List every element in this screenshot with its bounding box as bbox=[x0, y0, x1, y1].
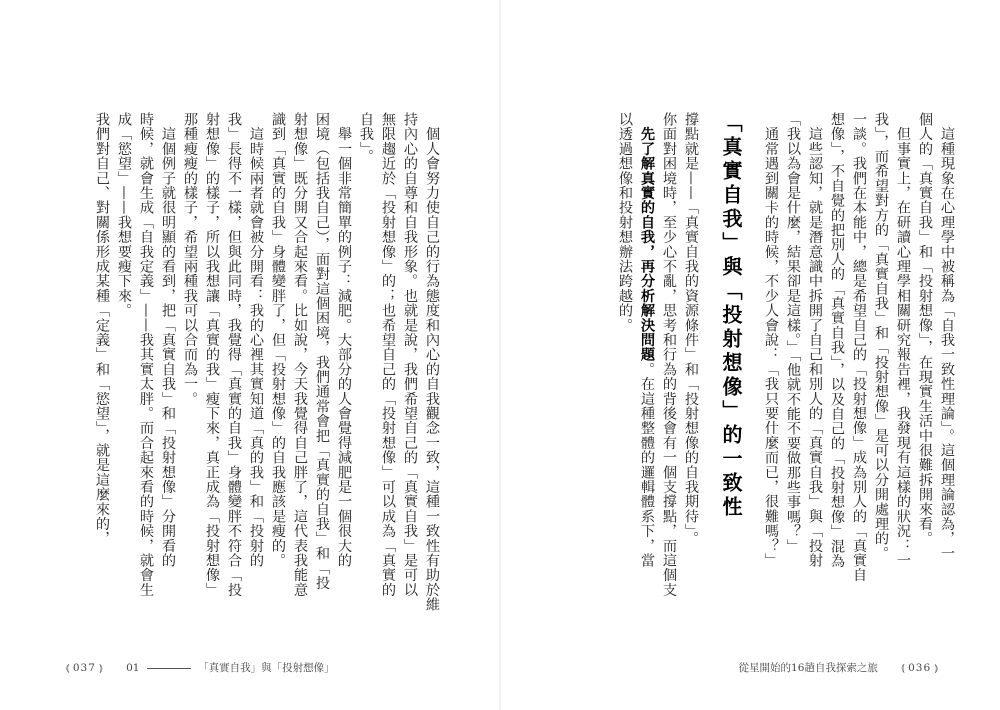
ornament-icon: ⦅ bbox=[901, 662, 905, 674]
ornament-icon: ⦅ bbox=[66, 662, 70, 674]
text-column: 個人的「真實自我」和「投射想像」，在現實生活中很難拆開來看。 bbox=[917, 112, 933, 546]
page-number: 036 bbox=[908, 662, 932, 674]
text-column: 這時候兩者就會被分開看：我的心裡其實知道「真的我」和「投射的 bbox=[248, 112, 264, 568]
ornament-icon: ⦆ bbox=[934, 662, 938, 674]
text-column: 射想像」的樣子，所以我想讓「真實的我」瘦下來，真正成為「投射想像」 bbox=[204, 112, 220, 598]
right-page-body bbox=[542, 112, 958, 612]
text-column: 那種瘦瘦的樣子，希望兩種我可以合而為一。 bbox=[182, 112, 198, 406]
text-column: 無限趨近於「投射想像」的；也希望自己的「投射想像」可以成為「真實的 bbox=[380, 112, 396, 598]
text-column: 成「慾望」——我想要瘦下來。 bbox=[116, 112, 132, 318]
chapter-number: 01 bbox=[126, 662, 140, 674]
text-column: 時候，就會生成「自我定義」——我其實太胖。而合起來看的時候，就會生 bbox=[138, 112, 154, 598]
text-column: 但事實上，在研讀心理學相關研究報告裡，我發現有這樣的狀況：一 bbox=[895, 112, 911, 568]
text-column: 識到「真實的自我」身體變胖了，但「投射想像」的自我應該是瘦的。 bbox=[270, 112, 286, 568]
chapter-rule bbox=[147, 668, 191, 669]
book-title: 從星開始的16趟自我探索之旅 bbox=[738, 662, 878, 674]
text-column: 我們對自己、對關係形成某種「定義」和「慾望」，就是這麼來的， bbox=[94, 112, 110, 546]
text-column: 以透過想像和投射想辦法跨越的。 bbox=[617, 112, 633, 333]
page-number: 037 bbox=[72, 662, 96, 674]
text-column: 一談。我們在本能中，總是希望自己的「投射想像」成為別人的「真實自 bbox=[851, 112, 867, 583]
text-column: 困境（包括我自己），面對這個困境，我們通常會把「真實的自我」和「投 bbox=[314, 112, 330, 590]
left-page-footer bbox=[66, 660, 335, 675]
text-column: 這些認知，就是潛意識中拆開了自己和別人的「真實自我」與「投射 bbox=[807, 112, 823, 568]
text-column: 個人會努力使自己的行為態度和內心的自我觀念一致，這種一致性有助於維 bbox=[424, 112, 440, 612]
text-column: 我」，而希望對方的「真實自我」和「投射想像」是可以分開處理的。 bbox=[873, 112, 889, 561]
text-column: 「我以為會是什麼，結果卻是這樣。」「他就不能不要做那些事嗎？」 bbox=[785, 112, 801, 554]
text-column: 射想像」既分開又合起來看。比如說，今天我覺得自己胖了，這代表我能意 bbox=[292, 112, 308, 598]
text-column: 這個例子就很明顯的看到，把「真實自我」和「投射想像」分開看的 bbox=[160, 112, 176, 568]
text-column: 自我」。 bbox=[358, 112, 374, 164]
ornament-icon: ⦆ bbox=[99, 662, 103, 674]
text-column-bold-lead bbox=[636, 112, 658, 612]
text-column: 這種現象在心理學中被稱為「自我一致性理論」。這個理論認為，一 bbox=[939, 112, 955, 561]
text-column: 你面對困境時，至少心不亂，思考和行為的背後會有一個支撐點，而這個支 bbox=[661, 112, 677, 598]
right-page bbox=[500, 0, 1000, 710]
left-page-body bbox=[55, 112, 443, 612]
text-column: 舉一個非常簡單的例子：減肥。大部分的人會覺得減肥是一個很大的 bbox=[336, 112, 352, 568]
section-heading: 「真實自我」與「投射想像」的一致性 bbox=[719, 112, 743, 520]
text-column: 通常遇到關卡的時候，不少人會說：「我只要什麼而已，很難嗎？」 bbox=[763, 112, 779, 568]
text-column: 撐點就是——「真實自我的資源條件」和「投射想像的自我期待」。 bbox=[683, 112, 699, 546]
chapter-title: 「真實自我」與「投射想像」 bbox=[198, 662, 335, 674]
right-page-footer bbox=[739, 660, 938, 675]
bold-lead-continuation: 。在這種整體的邏輯體系下，當 bbox=[639, 361, 655, 568]
text-column: 我」長得不一樣，但與此同時，我覺得「真實的自我」身體變胖不符合「投 bbox=[226, 112, 242, 598]
text-column: 持內心的自尊和自我形象。也就是說，我們希望自己的「真實自我」是可以 bbox=[402, 112, 418, 598]
text-column: 想像」，不自覺的把別人的「真實自我」，以及自己的「投射想像」混為 bbox=[829, 112, 845, 569]
bold-lead: 先了解真實的自我，再分析解決問題 bbox=[639, 126, 655, 362]
